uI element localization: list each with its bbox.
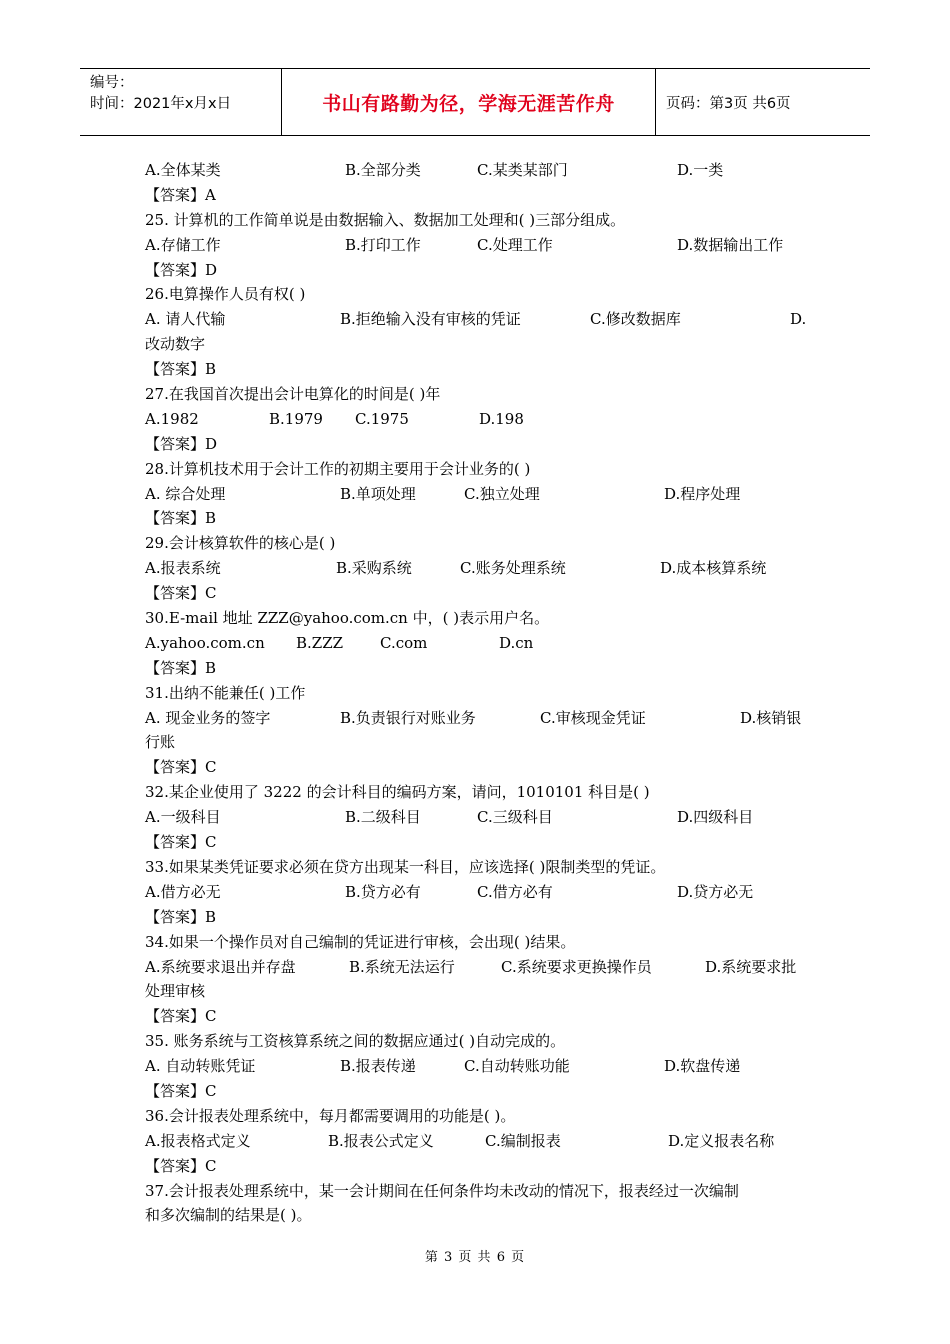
options-row (145, 805, 815, 830)
text-line: 行账 (145, 733, 176, 752)
option-item: A. 请人代输 (145, 310, 226, 329)
option-item: C.账务处理系统 (460, 559, 566, 578)
option-item: D.软盘传递 (664, 1057, 741, 1076)
option-item: A.系统要求退出并存盘 (145, 957, 296, 976)
option-item: B.负责银行对账业务 (340, 708, 476, 727)
option-item: A.yahoo.com.cn (145, 633, 265, 652)
option-item: A.全体某类 (145, 161, 221, 179)
option-item: C.审核现金凭证 (540, 708, 646, 727)
option-item: B.报表公式定义 (328, 1131, 434, 1150)
option-item: C.1975 (355, 409, 409, 428)
option-item: B.单项处理 (340, 484, 416, 503)
answer-line: 【答案】D (145, 260, 218, 279)
text-line: 34.如果一个操作员对自己编制的凭证进行审核，会出现( )结果。 (145, 932, 576, 951)
option-item: D.定义报表名称 (668, 1131, 775, 1150)
answer-line: 【答案】C (145, 584, 217, 603)
text-line: 35. 账务系统与工资核算系统之间的数据应通过( )自动完成的。 (145, 1032, 566, 1051)
text-line: 26.电算操作人员有权( ) (145, 285, 306, 304)
header-motto: 书山有路勤为径，学海无涯苦作舟 (282, 69, 656, 135)
time-label: 时间：2021年x月x日 (90, 96, 232, 112)
option-item: A.一级科目 (145, 808, 221, 827)
option-item: B.打印工作 (345, 235, 421, 254)
option-item: C.独立处理 (464, 484, 540, 503)
option-item: A.报表系统 (145, 559, 221, 578)
option-item: C.自动转账功能 (464, 1057, 570, 1076)
option-item: D.数据输出工作 (677, 235, 784, 254)
answer-line: 【答案】C (145, 1081, 217, 1100)
option-item: D.贷方必无 (677, 882, 754, 901)
text-line: 29.会计核算软件的核心是( ) (145, 534, 336, 553)
option-item: C.借方必有 (477, 882, 553, 901)
text-line: 32.某企业使用了 3222 的会计科目的编码方案，请问，1010101 科目是( ) (145, 783, 650, 802)
option-item: A. 综合处理 (145, 484, 226, 503)
answer-line: 【答案】B (145, 907, 217, 926)
header-page-number: 页码：第3页 共6页 (666, 95, 791, 112)
text-line: 27.在我国首次提出会计电算化的时间是( )年 (145, 385, 441, 404)
option-item: C.com (380, 633, 428, 652)
text-line: 处理审核 (145, 982, 206, 1001)
options-row (145, 1054, 815, 1079)
answer-line: 【答案】D (145, 434, 218, 453)
option-item: B.二级科目 (345, 808, 421, 827)
text-line: 和多次编制的结果是( )。 (145, 1206, 312, 1225)
option-item: C.处理工作 (477, 235, 553, 254)
options-row (145, 706, 815, 731)
text-line: 改动数字 (145, 335, 206, 354)
text-line: 28.计算机技术用于会计工作的初期主要用于会计业务的( ) (145, 459, 531, 478)
question-list (145, 158, 815, 1228)
option-item: D.核销银 (740, 708, 802, 727)
option-item: B.报表传递 (340, 1057, 416, 1076)
option-item: C.三级科目 (477, 808, 553, 827)
option-item: B.贷方必有 (345, 882, 421, 901)
page-header (80, 68, 870, 136)
header-meta (80, 69, 282, 135)
option-item: C.系统要求更换操作员 (501, 957, 652, 976)
option-item: B.ZZZ (296, 633, 344, 652)
option-item: D.系统要求批 (705, 957, 797, 976)
option-item: D.cn (499, 633, 534, 652)
number-label: 编号： (90, 75, 134, 91)
option-item: B.拒绝输入没有审核的凭证 (340, 310, 521, 329)
text-line: 25. 计算机的工作简单说是由数据输入、数据加工处理和( )三部分组成。 (145, 210, 626, 229)
options-row (145, 482, 815, 507)
text-line: 30.E-mail 地址 ZZZ@yahoo.com.cn 中，( )表示用户名。 (145, 609, 550, 628)
option-item: D.一类 (677, 161, 724, 179)
options-row (145, 233, 815, 258)
answer-line: 【答案】B (145, 658, 217, 677)
answer-line: 【答案】A (145, 185, 216, 204)
options-row (145, 631, 815, 656)
text-line: 37.会计报表处理系统中，某一会计期间在任何条件均未改动的情况下，报表经过一次编制 (145, 1181, 739, 1200)
text-line: 33.如果某类凭证要求必须在贷方出现某一科目，应该选择( )限制类型的凭证。 (145, 857, 666, 876)
answer-line: 【答案】C (145, 833, 217, 852)
answer-line: 【答案】C (145, 1007, 217, 1026)
options-row (145, 307, 815, 332)
options-row (145, 407, 815, 432)
option-item: A. 自动转账凭证 (145, 1057, 256, 1076)
option-item: A.报表格式定义 (145, 1131, 251, 1150)
option-item: C.某类某部门 (477, 161, 568, 179)
option-item: C.修改数据库 (590, 310, 681, 329)
answer-line: 【答案】B (145, 509, 217, 528)
option-item: B.全部分类 (345, 161, 421, 179)
options-row (145, 880, 815, 905)
option-item: B.1979 (269, 409, 323, 428)
options-row (145, 1129, 815, 1154)
option-item: B.采购系统 (336, 559, 412, 578)
option-item: A. 现金业务的签字 (145, 708, 271, 727)
options-row (145, 556, 815, 581)
options-row (145, 158, 815, 183)
option-item: D. (790, 310, 807, 329)
text-line: 31.出纳不能兼任( )工作 (145, 683, 306, 702)
option-item: C.编制报表 (485, 1131, 561, 1150)
option-item: D.成本核算系统 (660, 559, 767, 578)
option-item: A.存储工作 (145, 235, 221, 254)
answer-line: 【答案】C (145, 1156, 217, 1175)
page-footer: 第 3 页 共 6 页 (424, 1250, 526, 1265)
option-item: D.程序处理 (664, 484, 741, 503)
option-item: B.系统无法运行 (349, 957, 455, 976)
option-item: D.四级科目 (677, 808, 754, 827)
answer-line: 【答案】C (145, 758, 217, 777)
text-line: 36.会计报表处理系统中，每月都需要调用的功能是( )。 (145, 1106, 516, 1125)
answer-line: 【答案】B (145, 360, 217, 379)
option-item: D.198 (479, 409, 524, 428)
option-item: A.借方必无 (145, 882, 221, 901)
option-item: A.1982 (145, 409, 199, 428)
options-row (145, 955, 815, 980)
